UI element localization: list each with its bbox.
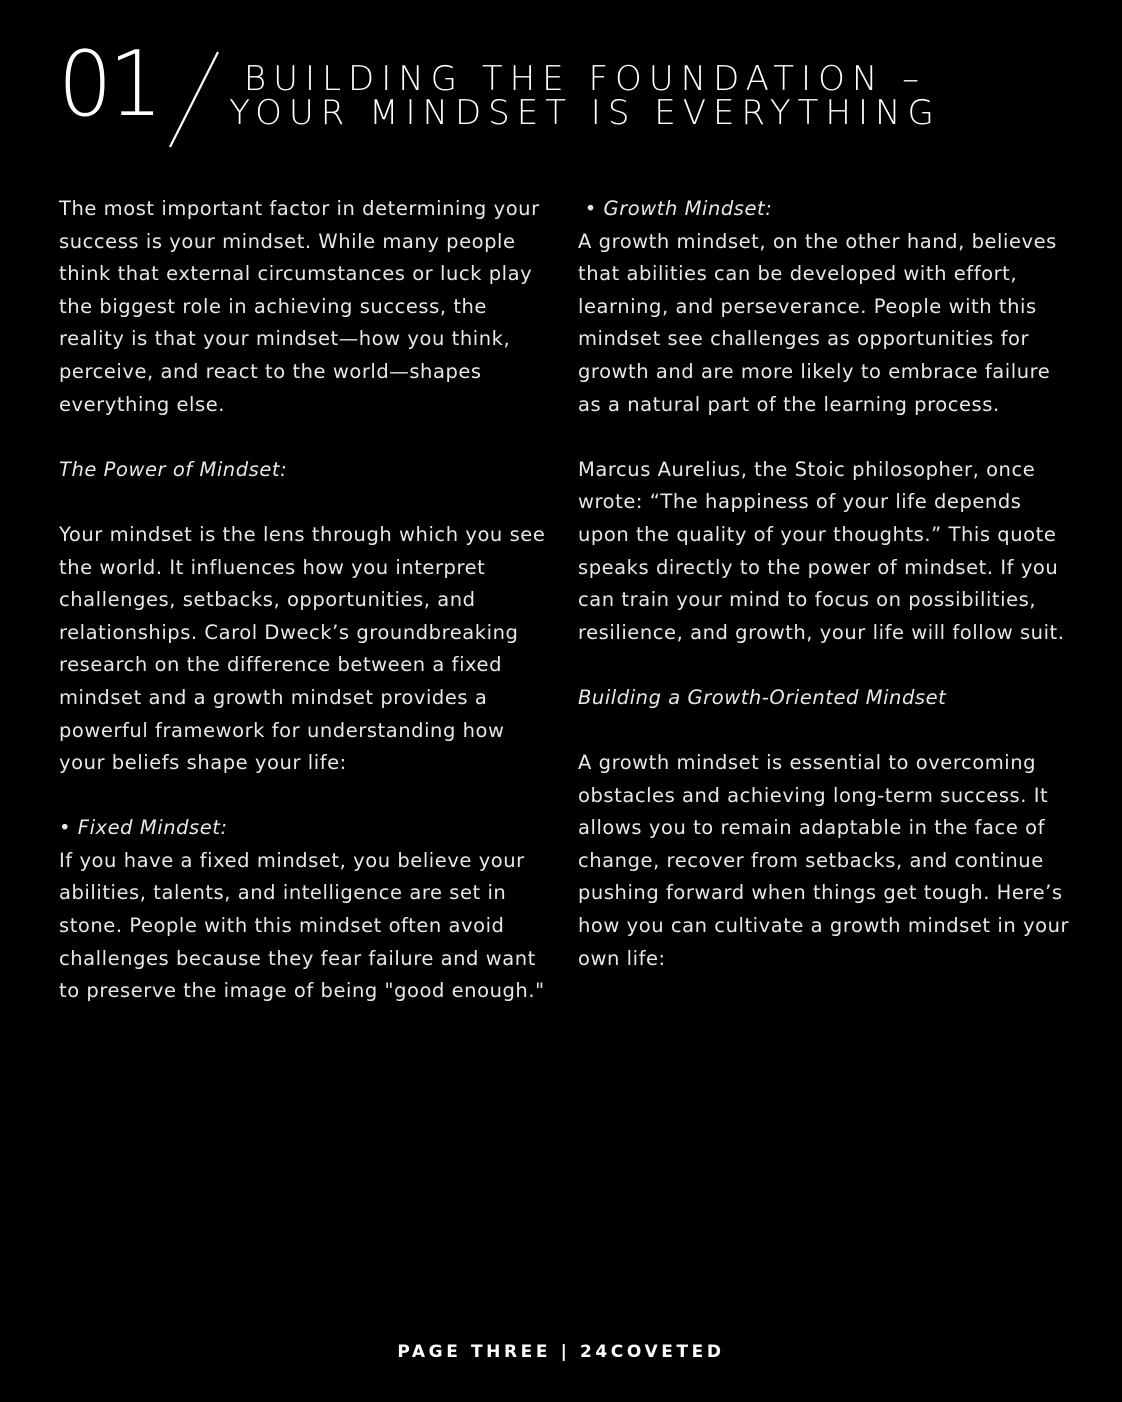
building-growth-mindset-heading: Building a Growth-Oriented Mindset <box>578 685 947 709</box>
growth-mindset-paragraph: A growth mindset, on the other hand, believes that abilities can be developed with effort, learning, and perseverance. People with this mindset see challenges as opportunities for growth and are more likely to embrace failure as a natural part of the learning process. <box>578 229 1057 416</box>
growth-mindset-heading: • Growth Mindset: <box>578 197 773 220</box>
right-text-column <box>578 193 1070 1008</box>
fixed-mindset-heading: • Fixed Mindset: <box>59 816 228 840</box>
page-footer: PAGE THREE | 24COVETED <box>397 1342 725 1362</box>
building-growth-mindset-paragraph: A growth mindset is essential to overcoming obstacles and achieving long-term success. It allows you to remain adaptable in the face of change, recover from setbacks, and continue pushing forward when things get tough. Here’s how you can cultivate a growth mindset in your own life: <box>578 751 1070 970</box>
power-of-mindset-heading: The Power of Mindset: <box>59 457 288 481</box>
chapter-number: 01 <box>58 32 160 137</box>
title-slash-divider <box>166 50 222 150</box>
power-of-mindset-paragraph: Your mindset is the lens through which you see the world. It influences how you interpret challenges, setbacks, opportunities, and relationships. Carol Dweck’s groundbreaking research on the difference between a fixed mindset and a growth mindset provides a powerful framework for understanding how your beliefs shape your life: <box>59 522 546 775</box>
chapter-title <box>220 59 950 133</box>
chapter-title-line-1: BUILDING THE FOUNDATION – <box>243 59 927 99</box>
marcus-aurelius-paragraph: Marcus Aurelius, the Stoic philosopher, once wrote: “The happiness of your life depends upon the quality of your thoughts.” This quote speaks directly to the power of mindset. If you can train your mind to focus on possibilities, resilience, and growth, your life will follow suit. <box>578 457 1065 644</box>
chapter-title-line-2: YOUR MINDSET IS EVERYTHING <box>229 93 941 133</box>
fixed-mindset-paragraph: If you have a fixed mindset, you believe your abilities, talents, and intelligence are set in stone. People with this mindset often avoid challenges because they fear failure and want to preserve the image of being "good enough." <box>59 848 545 1003</box>
left-text-column <box>59 193 549 1040</box>
intro-paragraph: The most important factor in determining your success is your mindset. While many people think that external circumstances or luck play the biggest role in achieving success, the reality is that your mindset—how you think, perceive, and react to the world—shapes everything else. <box>59 197 540 416</box>
